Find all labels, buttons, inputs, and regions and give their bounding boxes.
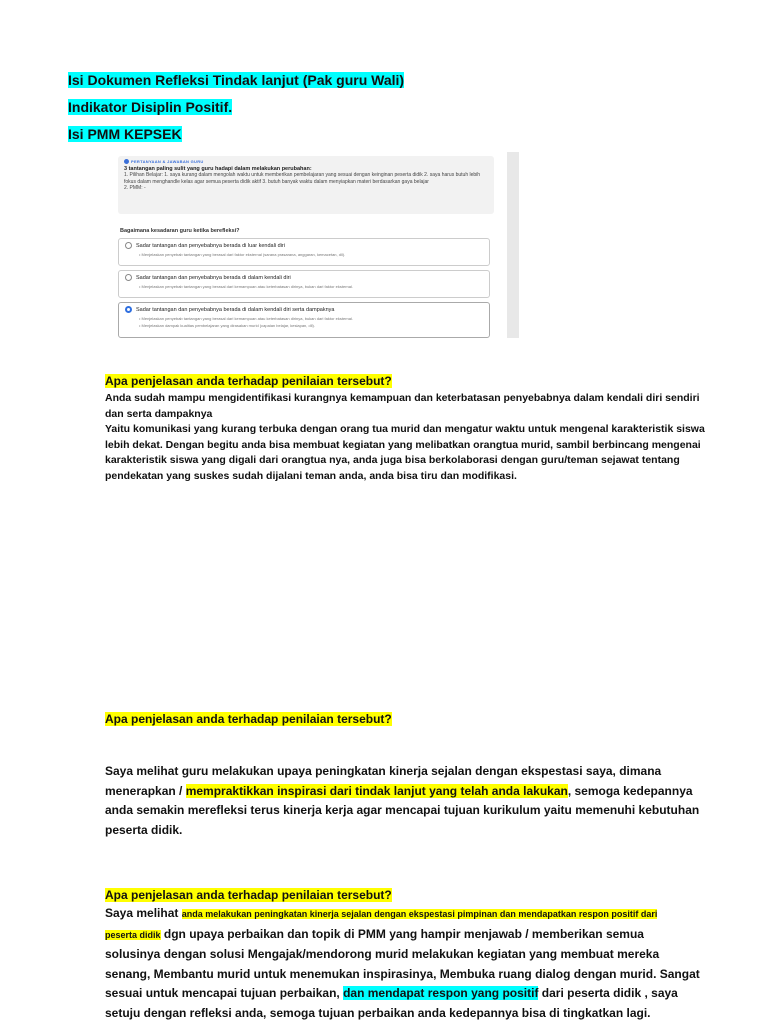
section-1-heading: Apa penjelasan anda terhadap penilaian tersebut? [105, 374, 392, 388]
radio-icon [125, 274, 132, 281]
option-description: • Menjelaskan dampak kualitas pembelajaran yang dirasakan murid (capaian belajar, kesiapan, dll). [139, 323, 315, 328]
option-inside-control-impact[interactable] [118, 302, 490, 338]
section-2-body: Saya melihat guru melakukan upaya peningkatan kinerja sejalan dengan ekspestasi saya, dimana menerapkan / mempraktikkan inspirasi dari tindak lanjut yang telah anda lakukan, semoga kedepannya anda semakin merefleksi terus kinerja kerja agar mencapai tujuan kurikulum yaitu memenuhi kebutuhan peserta didik. [105, 764, 700, 837]
option-label: Sadar tantangan dan penyebabnya berada di dalam kendali diri [136, 274, 291, 281]
info-more: 2. PMM: - [124, 185, 146, 191]
option-label: Sadar tantangan dan penyebabnya berada di dalam kendali diri serta dampaknya [136, 306, 335, 313]
embedded-screenshot [112, 152, 519, 338]
option-inside-control[interactable] [118, 270, 490, 298]
option-description: • Menjelaskan penyebab tantangan yang berasal dari kemampuan atau keterbatasan dirinya, bukan dari faktor eksternal. [139, 284, 353, 289]
scrollbar [507, 152, 519, 338]
indicator-title: Indikator Disiplin Positif. [68, 99, 233, 115]
option-label: Sadar tantangan dan penyebabnya berada di luar kendali diri [136, 242, 285, 249]
info-title: PERTANYAAN & JAWABAN GURU [131, 159, 204, 164]
option-description: • Menjelaskan penyebab tantangan yang berasal dari faktor eksternal (sarana prasarana, anggaran, kemacetan, dll). [139, 252, 346, 257]
radio-icon [125, 242, 132, 249]
section-3-body: Saya melihat anda melakukan peningkatan kinerja sejalan dengan ekspestasi pimpinan dan mendapatkan respon positif dari peserta didik dgn upaya perbaikan dan topik di PMM yang hampir menjawab / memberikan semua solusinya dengan solusi Mengajak/mendorong murid melakukan kegiatan yang membuat mereka senang, Membantu murid untuk menemukan inspirasinya, Membuka ruang dialog dengan murid. Sangat sesuai untuk mencapai tujuan perbaikan, dan mendapat respon yang positif dari peserta didik , saya setuju dengan refleksi anda, semoga tujuan perbaikan anda kedepannya bisa di tingkatkan lagi. [105, 906, 700, 1020]
info-question: 3 tantangan paling sulit yang guru hadapi dalam melakukan perubahan: [124, 165, 312, 172]
info-answer: 1. Pilihan Belajar: 1. saya kurang dalam mengolah waktu untuk memberikan pembelajaran yang sesuai dengan keinginan peserta didik 2. saya harus butuh lebih fokus dalam menghandle kelas agar semua peserta didik aktif 3. butuh banyak waktu dalam menyiapkan materi berdasarkan gaya belajar [124, 172, 481, 185]
info-icon [124, 159, 129, 164]
doc-title: Isi Dokumen Refleksi Tindak lanjut (Pak guru Wali) [68, 72, 405, 88]
section-1-body: Anda sudah mampu mengidentifikasi kurangnya kemampuan dan keterbatasan penyebabnya dalam kendali diri sendiri dan serta dampaknya Yaitu komunikasi yang kurang terbuka dengan orang tua murid dan mengatur waktu untuk mengenal karakteristik siswa lebih dekat. Dengan begitu anda bisa membuat kegiatan yang melibatkan orangtua murid, sambil berbincang mengenai karakteristik siswa yang digali dari orangtua nya, anda juga bisa berkolaborasi dengan guru/teman sejawat tentang pendekatan yang suskes sudah dijalani teman anda, anda bisa tiru dan modifikasi. [105, 392, 705, 482]
section-2-heading: Apa penjelasan anda terhadap penilaian tersebut? [105, 712, 392, 726]
section-3-heading: Apa penjelasan anda terhadap penilaian tersebut? [105, 888, 392, 902]
radio-selected-icon [125, 306, 132, 313]
pmm-title: Isi PMM KEPSEK [68, 126, 182, 142]
info-box [118, 156, 494, 214]
option-outside-control[interactable] [118, 238, 490, 266]
reflection-question: Bagaimana kesadaran guru ketika berefleksi? [120, 228, 240, 234]
option-description: • Menjelaskan penyebab tantangan yang berasal dari kemampuan atau keterbatasan dirinya, bukan dari faktor eksternal. [139, 316, 353, 321]
